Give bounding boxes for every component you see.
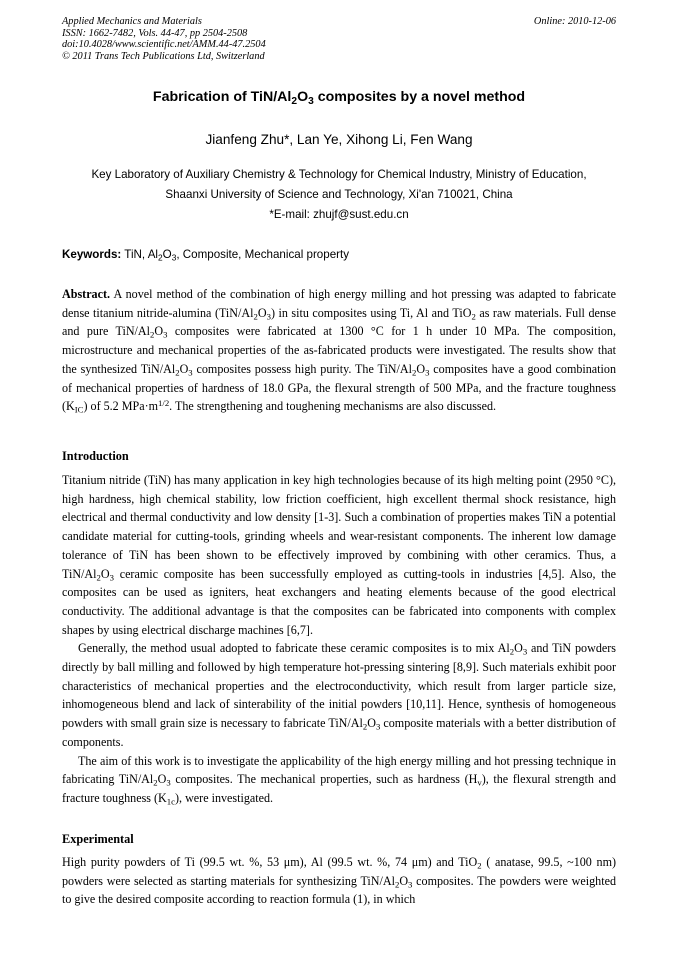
section-heading-experimental: Experimental — [62, 832, 134, 846]
keywords-label: Keywords: — [62, 248, 122, 261]
corresponding-email: *E-mail: zhujf@sust.edu.cn — [269, 208, 409, 221]
journal-header — [62, 16, 266, 62]
author-list: Jianfeng Zhu*, Lan Ye, Xihong Li, Fen Wang — [205, 132, 473, 147]
affiliation-line: Shaanxi University of Science and Technology, Xi'an 710021, China — [165, 188, 513, 201]
paragraph: High purity powders of Ti (99.5 wt. %, 53 μm), Al (99.5 wt. %, 74 μm) and TiO$_2$ ( anatase, 99.5, ~100 nm) powders were selected as starting materials for synthesizing TiN/$Al_2O_3$ composites. The powders were weighted to give the desired composite according to reaction formula (1), in which — [62, 855, 616, 907]
introduction-body — [62, 471, 616, 808]
paper-title: Fabrication of TiN/$Al_2O_3$ composites by a novel method — [152, 89, 526, 107]
affiliation-line: Key Laboratory of Auxiliary Chemistry & Technology for Chemical Industry, Ministry of Education, — [91, 168, 587, 181]
keywords: Keywords: TiN, $Al_2O_3$, Composite, Mechanical property — [62, 248, 350, 263]
online-date: Online: 2010-12-06 — [533, 16, 616, 27]
affiliation — [62, 165, 616, 205]
journal-name: Applied Mechanics and Materials — [62, 16, 202, 27]
abstract: Abstract. A novel method of the combination of high energy milling and hot pressing was adapted to fabricate dense titanium nitride-alumina $(TiN/Al_2O_3)$ in situ composites using Ti, Al and TiO$_2$ as raw materials. Full dense and pure TiN/$Al_2O_3$ composites were fabricated at 1300 °C for 1 h under 10 MPa. The composition, microstructure and mechanical properties of the as-fabricated products were investigated. The results show that the synthesized TiN/$Al_2O_3$ composites possess high purity. The TiN/$Al_2O_3$ composites have a good combination of mechanical properties of hardness of 18.0 GPa, the flexural strength of 500 MPa, and the fracture toughness $(K_{IC})$ of 5.2 $MPa\cdot m^{1/2}$. The strengthening and toughening mechanisms are also discussed. — [62, 287, 616, 415]
section-heading-introduction: Introduction — [62, 449, 129, 463]
copyright-line: © 2011 Trans Tech Publications Ltd, Switzerland — [62, 50, 265, 62]
doi-line: doi:10.4028/www.scientific.net/AMM.44-47.2504 — [62, 39, 266, 51]
abstract-label: Abstract. — [62, 287, 111, 301]
paragraph: Titanium nitride (TiN) has many application in key high technologies because of its high melting point (2950 °C), high hardness, high chemical stability, low friction coefficient, high excellent thermal shock resistance, high electrical and thermal conductivity and low density [1-3]. Such a combination of properties makes TiN a potential candidate material for cutting-tools, grinding wheels and wear-resistant components. The inherent low damage tolerance of TiN has been shown to be effectively improved by combining with other ceramics. Thus, a TiN/$Al_2O_3$ ceramic composite has been successfully employed as cutting-tools in industries [4,5]. Also, the composites can be used as igniters, heat exchangers and heating elements because of the good electrical conductivity. The additional advantage is that the composites can be fabricated into components with complex shapes by using electrical discharge machines [6,7]. — [62, 473, 616, 637]
paragraph: Generally, the method usual adopted to fabricate these ceramic composites is to mix $Al_2O_3$ and TiN powders directly by ball milling and followed by high temperature hot-pressing sintering [8,9]. Such materials exhibit poor characteristics of mechanical properties and the electroconductivity, which result from larger particle size, inhomogeneous blend and lack of sinterability of the initial powders [10,11]. Hence, synthesis of homogeneous powders with small grain size is necessary to fabricate TiN/$Al_2O_3$ composite materials with a better distribution of components. — [62, 641, 616, 749]
issn-line: ISSN: 1662-7482, Vols. 44-47, pp 2504-2508 — [62, 27, 248, 39]
paragraph: The aim of this work is to investigate the applicability of the high energy milling and hot pressing technique in fabricating TiN/$Al_2O_3$ composites. The mechanical properties, such as hardness $(H_v)$, the flexural strength and fracture toughness $(K_{1c})$, were investigated. — [62, 753, 616, 807]
experimental-body — [62, 853, 616, 909]
